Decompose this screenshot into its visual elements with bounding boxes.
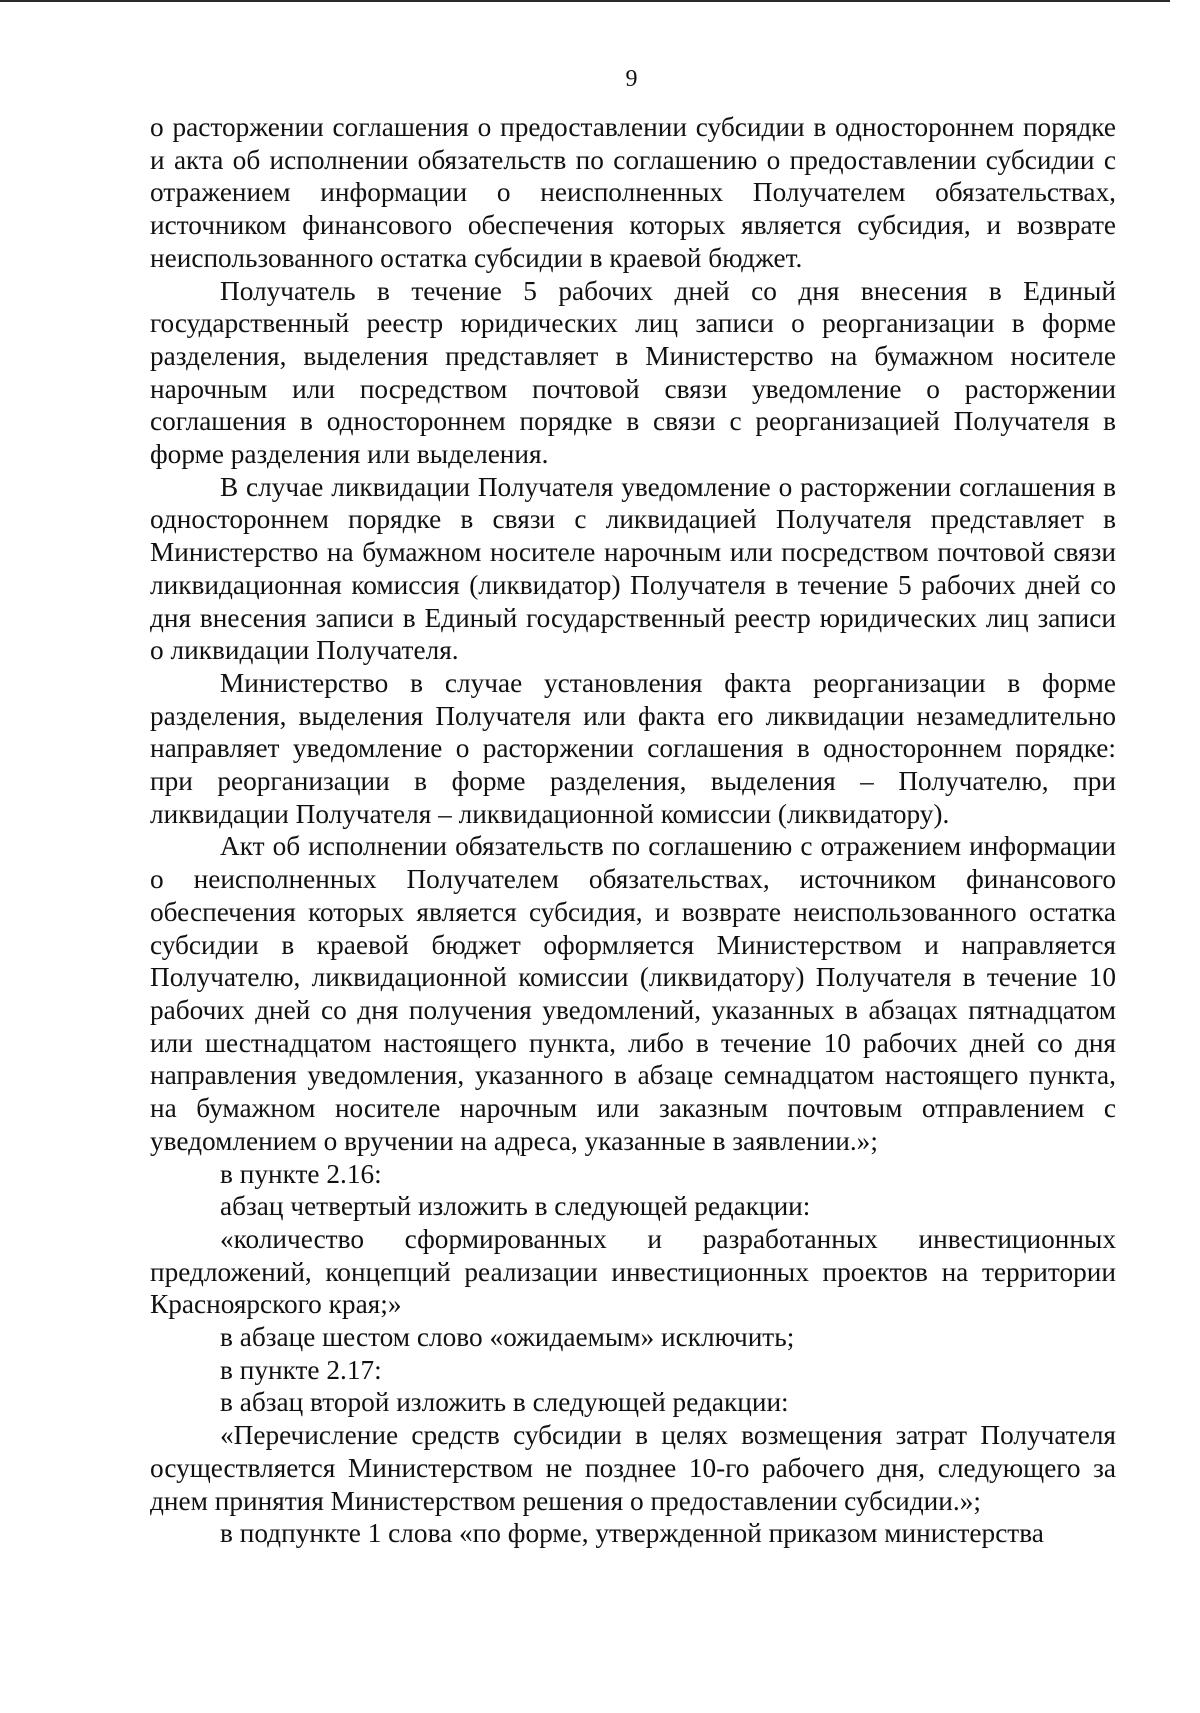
page-number: 9 [625,66,638,92]
paragraph-1: о расторжении соглашения о предоставлении субсидии в одностороннем порядке и акта об исполнении обязательств по соглашению о предоставлении субсидии с отражением информации о неисполненных Получателем обязательствах, источником финансового обеспечения которых является субсидия, и возврате неиспользованного остатка субсидии в краевой бюджет. [150,112,1116,273]
paragraph-12: «Перечисление средств субсидии в целях возмещения затрат Получателя осуществляется Министерством не позднее 10-го рабочего дня, следующего за днем принятия Министерством решения о предоставлении субсидии.»; [150,1420,1116,1516]
paragraph-7: абзац четвертый изложить в следующей редакции: [220,1191,811,1222]
paragraph-6: в пункте 2.16: [220,1158,382,1189]
paragraph-13: в подпункте 1 слова «по форме, утвержденной приказом министерства [220,1518,1044,1549]
paragraph-10: в пункте 2.17: [220,1354,382,1385]
paragraph-5: Акт об исполнении обязательств по соглашению с отражением информации о неисполненных Получателем обязательствах, источником финансового обеспечения которых является субсидия, и возврате неиспользованного остатка субсидии в краевой бюджет оформляется Министерством и направляется Получателю, ликвидационной комиссии (ликвидатору) Получателя в течение 10 рабочих дней со дня получения уведомлений, указанных в абзацах пятнадцатом или шестнадцатом настоящего пункта, либо в течение 10 рабочих дней со дня направления уведомления, указанного в абзаце семнадцатом настоящего пункта, на бумажном носителе нарочным или заказным почтовым отправлением с уведомлением о вручении на адреса, указанные в заявлении.»; [150,831,1116,1156]
paragraph-4: Министерство в случае установления факта реорганизации в форме разделения, выделения Получателя или факта его ликвидации незамедлительно направляет уведомление о расторжении соглашения в одностороннем порядке: при реорганизации в форме разделения, выделения – Получателю, при ликвидации Получателя – ликвидационной комиссии (ликвидатору). [150,667,1116,829]
paragraph-8: «количество сформированных и разработанных инвестиционных предложений, концепций реализации инвестиционных проектов на территории Красноярского края;» [150,1223,1116,1320]
paragraph-9: в абзаце шестом слово «ожидаемым» исключить; [220,1322,795,1353]
page-top-border [0,0,1170,2]
paragraph-3: В случае ликвидации Получателя уведомление о расторжении соглашения в одностороннем порядке в связи с ликвидацией Получателя представляет в Министерство на бумажном носителе нарочным или посредством почтовой связи ликвидационная комиссия (ликвидатор) Получателя в течение 5 рабочих дней со дня внесения записи в Единый государственный реестр юридических лиц записи о ликвидации Получателя. [150,471,1116,666]
document-body [150,111,1116,1550]
paragraph-11: в абзац второй изложить в следующей редакции: [220,1387,789,1418]
paragraph-2: Получатель в течение 5 рабочих дней со дня внесения в Единый государственный реестр юридических лиц записи о реорганизации в форме разделения, выделения представляет в Министерство на бумажном носителе нарочным или посредством почтовой связи уведомление о расторжении соглашения в одностороннем порядке в связи с реорганизацией Получателя в форме разделения или выделения. [150,275,1116,470]
